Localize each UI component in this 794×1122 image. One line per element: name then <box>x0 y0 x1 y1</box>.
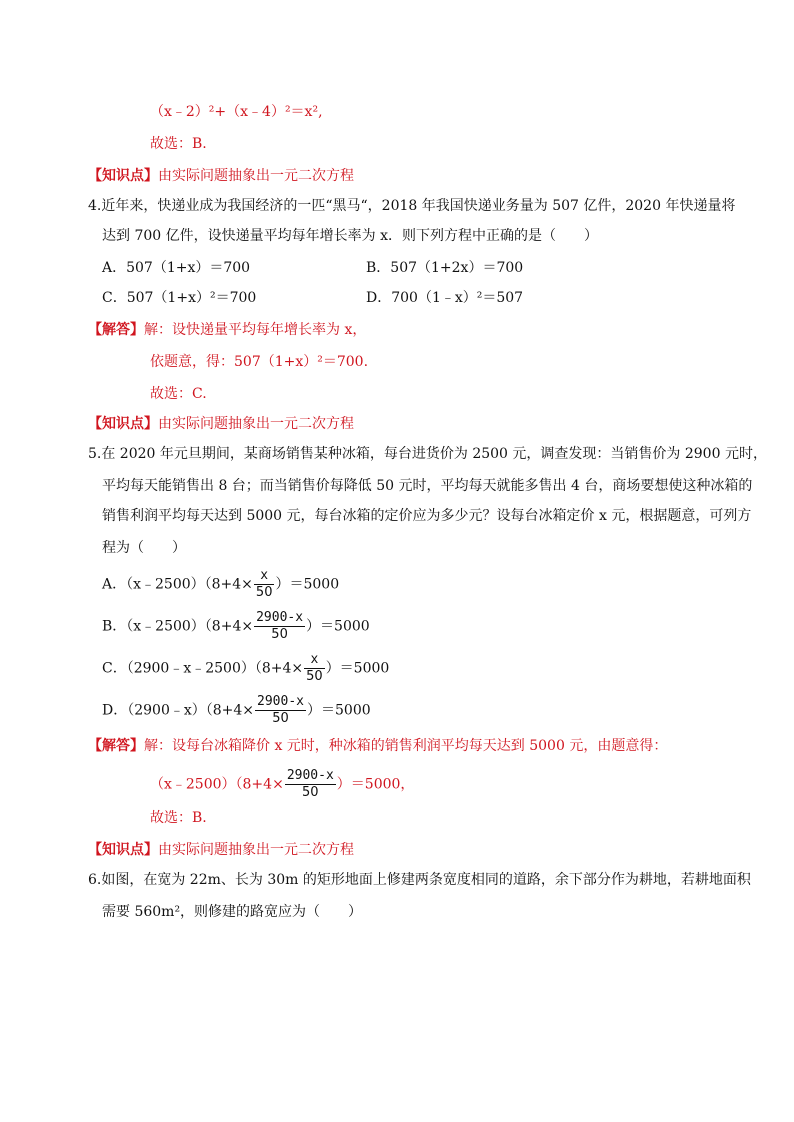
question-4-option-b: B．507（1+2x）＝700 <box>366 260 524 276</box>
option-suffix: ）＝5000 <box>307 702 371 719</box>
question-5-option-b <box>102 610 370 643</box>
fraction-numerator: 2900-x <box>257 694 304 709</box>
question-4-option-a: A．507（1+x）＝700 <box>102 260 251 276</box>
question-5-option-c <box>102 652 389 685</box>
option-prefix: B．（x﹣2500）（8+4× <box>102 618 254 635</box>
knowledge-text: 由实际问题抽象出一元二次方程 <box>158 168 354 184</box>
question-4-option-c: C．507（1+x）²＝700 <box>102 290 257 306</box>
question-5-option-d <box>102 694 371 727</box>
question-4-line-2: 达到 700 亿件，设快递量平均每年增长率为 x．则下列方程中正确的是（ ） <box>102 228 598 244</box>
knowledge-text: 由实际问题抽象出一元二次方程 <box>158 842 354 858</box>
fraction-denominator: 50 <box>302 785 319 800</box>
knowledge-tag: 【知识点】 <box>88 416 158 432</box>
question-5-option-a <box>102 568 339 601</box>
question-5-line-4: 程为（ ） <box>102 540 186 556</box>
answer-tag: 【解答】 <box>88 322 144 338</box>
fraction <box>254 568 275 601</box>
fraction <box>304 652 325 685</box>
fraction-denominator: 50 <box>271 627 288 642</box>
fraction-numerator: 2900-x <box>256 610 304 625</box>
question-4-option-d: D．700（1﹣x）²＝507 <box>366 290 524 306</box>
option-prefix: A．（x﹣2500）（8+4× <box>102 576 253 593</box>
question-5-line-2: 平均每天能销售出 8 台；而当销售价每降低 50 元时，平均每天就能多售出 4 台，商场要想使这种冰箱的 <box>102 478 753 494</box>
knowledge-text: 由实际问题抽象出一元二次方程 <box>158 416 354 432</box>
question-5-line-3: 销售利润平均每天达到 5000 元，每台冰箱的定价应为多少元？设每台冰箱定价 x 元，根据题意，可列方 <box>102 508 752 524</box>
equation-suffix: ）＝5000， <box>336 776 415 793</box>
option-suffix: ）＝5000 <box>325 660 390 677</box>
fraction-denominator: 50 <box>255 585 273 600</box>
answer-equation: （x﹣2）²+（x﹣4）²＝x², <box>150 104 323 120</box>
answer-4-line-2: 依题意，得：507（1+x）²＝700. <box>150 354 369 370</box>
answer-4-choice: 故选：C. <box>150 386 207 402</box>
answer-5-line-1 <box>88 736 667 756</box>
question-5-line-1: 5.在 2020 年元旦期间，某商场销售某种冰箱，每台进货价为 2500 元，调查发现：当销售价为 2900 元时， <box>88 446 767 462</box>
knowledge-point <box>88 414 354 434</box>
knowledge-point <box>88 840 354 860</box>
answer-5-choice: 故选：B. <box>150 810 207 826</box>
answer-choice: 故选：B. <box>150 136 207 152</box>
fraction-denominator: 50 <box>306 669 323 684</box>
fraction <box>285 768 336 801</box>
option-prefix: C．（2900﹣x﹣2500）（8+4× <box>102 660 304 677</box>
fraction-numerator: 2900-x <box>286 768 334 783</box>
equation-prefix: （x﹣2500）（8+4× <box>150 776 284 793</box>
fraction <box>255 694 306 727</box>
knowledge-point <box>88 166 354 186</box>
fraction-numerator: x <box>254 568 275 585</box>
fraction-denominator: 50 <box>272 711 289 726</box>
question-6-line-1: 6.如图，在宽为 22m、长为 30m 的矩形地面上修建两条宽度相同的道路，余下部分作为耕地，若耕地面积 <box>88 872 751 888</box>
question-6-line-2: 需要 560m²，则修建的路宽应为（ ） <box>102 904 363 920</box>
option-suffix: ）＝5000 <box>306 618 370 635</box>
question-4-line-1: 4.近年来，快递业成为我国经济的一匹“黑马“，2018 年我国快递业务量为 507 亿件，2020 年快递量将 <box>88 198 736 214</box>
fraction <box>254 610 305 643</box>
answer-tag: 【解答】 <box>88 738 144 754</box>
answer-4-text: 解：设快递量平均每年增长率为 x， <box>144 322 367 338</box>
knowledge-tag: 【知识点】 <box>88 842 158 858</box>
fraction-numerator: x <box>304 652 325 669</box>
answer-5-text: 解：设每台冰箱降价 x 元时，种冰箱的销售利润平均每天达到 5000 元，由题意得： <box>144 738 668 754</box>
answer-5-equation <box>150 768 414 801</box>
answer-4-line-1 <box>88 320 366 340</box>
option-suffix: ）＝5000 <box>275 576 340 593</box>
knowledge-tag: 【知识点】 <box>88 168 158 184</box>
option-prefix: D．（2900﹣x）（8+4× <box>102 702 255 719</box>
